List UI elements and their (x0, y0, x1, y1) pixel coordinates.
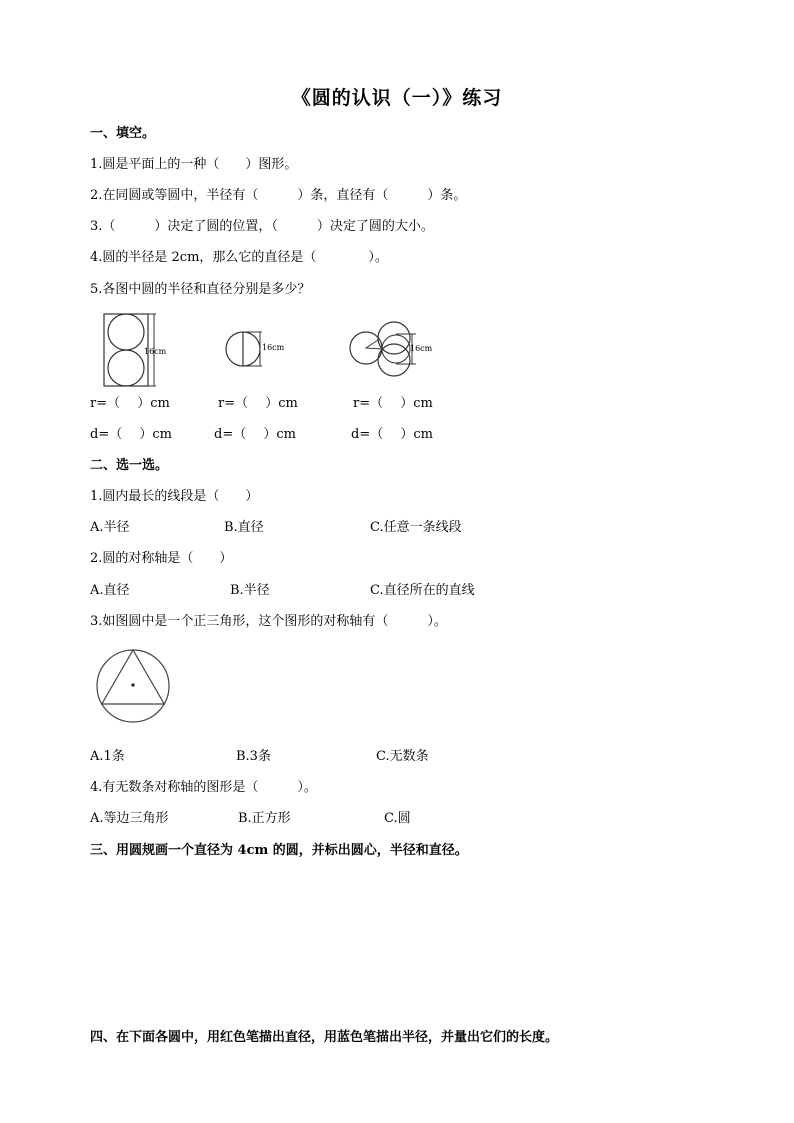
q2-4-option-a: A.等边三角形 (90, 811, 169, 826)
figure2-dimension: 16cm (262, 343, 285, 352)
answer-r-3: r=（ ）cm (353, 396, 433, 411)
section2-heading: 二、选一选。 (90, 458, 169, 473)
q2-2-option-a: A.直径 (90, 583, 130, 598)
q2-3-option-b: B.3条 (236, 749, 271, 764)
figure-four-circles (346, 322, 446, 382)
q2-1-option-c: C.任意一条线段 (370, 520, 462, 535)
figure1-dimension: 16cm (144, 347, 167, 356)
q2-4-option-c: C.圆 (384, 811, 411, 826)
figure-circle-inscribed-triangle (90, 646, 176, 730)
q2-2-option-b: B.半径 (230, 583, 270, 598)
section1-heading: 一、填空。 (90, 126, 156, 141)
question-1-2: 2.在同圆或等圆中，半径有（ ）条，直径有（ ）条。 (90, 188, 467, 203)
question-1-1: 1.圆是平面上的一种（ ）图形。 (90, 157, 298, 172)
question-2-1: 1.圆内最长的线段是（ ） (90, 489, 259, 504)
question-1-3: 3.（ ）决定了圆的位置，（ ）决定了圆的大小。 (90, 219, 434, 234)
q2-3-option-c: C.无数条 (376, 749, 429, 764)
figure3-dimension: 16cm (410, 344, 433, 353)
question-1-4: 4.圆的半径是 2cm，那么它的直径是（ ）。 (90, 250, 388, 265)
section3-heading: 三、用圆规画一个直径为 4cm 的圆，并标出圆心，半径和直径。 (90, 843, 468, 858)
q2-1-option-a: A.半径 (90, 520, 130, 535)
figure-circle-with-diameter (222, 325, 292, 375)
question-2-4: 4.有无数条对称轴的图形是（ ）。 (90, 780, 317, 795)
q2-1-option-b: B.直径 (224, 520, 264, 535)
q2-3-option-a: A.1条 (90, 749, 125, 764)
answer-d-1: d=（ ）cm (90, 427, 172, 442)
answer-d-3: d=（ ）cm (351, 427, 433, 442)
answer-r-1: r=（ ）cm (90, 396, 170, 411)
answer-d-2: d=（ ）cm (214, 427, 296, 442)
section4-heading: 四、在下面各圆中，用红色笔描出直径，用蓝色笔描出半径，并量出它们的长度。 (90, 1030, 559, 1045)
figure-two-stacked-circles (100, 310, 180, 390)
q2-2-option-c: C.直径所在的直线 (370, 583, 475, 598)
question-2-2: 2.圆的对称轴是（ ） (90, 551, 233, 566)
answer-r-2: r=（ ）cm (218, 396, 298, 411)
question-2-3: 3.如图圆中是一个正三角形，这个图形的对称轴有（ ）。 (90, 614, 447, 629)
question-1-5: 5.各图中圆的半径和直径分别是多少？ (90, 282, 311, 297)
page-title: 《圆的认识（一）》练习 (291, 87, 503, 109)
q2-4-option-b: B.正方形 (238, 811, 291, 826)
